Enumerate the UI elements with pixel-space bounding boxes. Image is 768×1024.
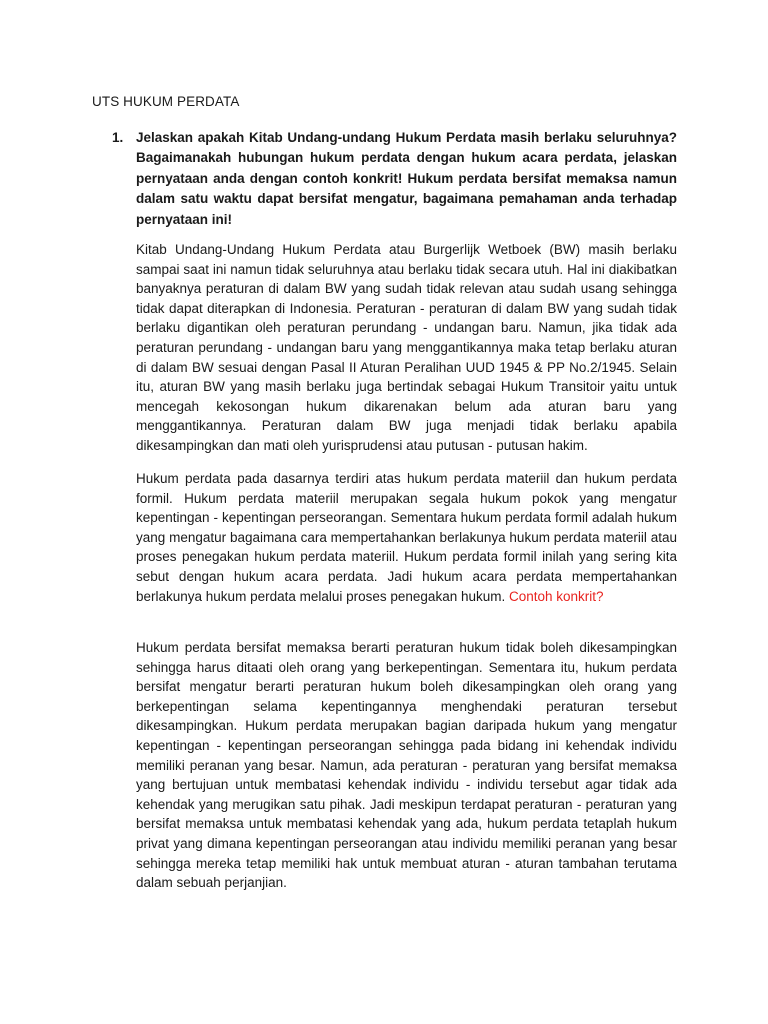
answer-paragraph-2 xyxy=(136,469,677,606)
answer-paragraph-2-text: Hukum perdata pada dasarnya terdiri atas hukum perdata materiil dan hukum perdata formil. Hukum perdata materiil merupakan segala hukum pokok yang mengatur kepentingan - kepentingan perseorangan. Sementara hukum perdata formil adalah hukum yang mengatur bagaimana cara mempertahankan berlakunya hukum perdata materiil atau proses penegakan hukum perdata materiil. Hukum perdata formil inilah yang sering kita sebut dengan hukum acara perdata. Jadi hukum acara perdata mempertahankan berlakunya hukum perdata melalui proses penegakan hukum. xyxy=(136,471,677,604)
question-number: 1. xyxy=(112,130,124,145)
answer-paragraph-1: Kitab Undang-Undang Hukum Perdata atau Burgerlijk Wetboek (BW) masih berlaku sampai saat ini namun tidak seluruhnya atau berlaku tidak secara utuh. Hal ini diakibatkan banyaknya peraturan di dalam BW yang sudah tidak relevan atau sudah usang sehingga tidak dapat diterapkan di Indonesia. Peraturan - peraturan di dalam BW yang sudah tidak berlaku digantikan oleh peraturan perundang - undangan baru. Namun, jika tidak ada peraturan perundang - undangan baru yang menggantikannya maka tetap berlaku aturan di dalam BW sesuai dengan Pasal II Aturan Peralihan UUD 1945 & PP No.2/1945. Selain itu, aturan BW yang masih berlaku juga bertindak sebagai Hukum Transitoir yaitu untuk mencegah kekosongan hukum dikarenakan belum ada aturan baru yang menggantikannya. Peraturan dalam BW juga menjadi tidak berlaku apabila dikesampingkan dan mati oleh yurisprudensi atau putusan - putusan hakim. xyxy=(136,242,677,453)
question-1 xyxy=(112,128,677,230)
question-text: Jelaskan apakah Kitab Undang-undang Hukum Perdata masih berlaku seluruhnya? Bagaimanakah hubungan hukum perdata dengan hukum acara perdata, jelaskan pernyataan anda dengan contoh konkrit! Hukum perdata bersifat memaksa namun dalam satu waktu dapat bersifat mengatur, bagaimana pemahaman anda terhadap pernyataan ini! xyxy=(136,130,677,227)
document-title: UTS HUKUM PERDATA xyxy=(92,94,240,109)
contoh-konkrit-note: Contoh konkrit? xyxy=(509,588,604,604)
answer-paragraph-3: Hukum perdata bersifat memaksa berarti peraturan hukum tidak boleh dikesampingkan sehingga harus ditaati oleh orang yang berkepentingan. Sementara itu, hukum perdata bersifat mengatur berarti peraturan hukum boleh dikesampingkan oleh orang yang berkepentingan selama kepentingannya menghendaki peraturan tersebut dikesampingkan. Hukum perdata merupakan bagian daripada hukum yang mengatur kepentingan - kepentingan perseorangan sehingga pada bidang ini kehendak individu memiliki peranan yang besar. Namun, ada peraturan - peraturan yang bersifat memaksa yang bertujuan untuk membatasi kehendak individu - individu tersebut agar tidak ada kehendak yang merugikan satu pihak. Jadi meskipun terdapat peraturan - peraturan yang bersifat memaksa untuk membatasi kehendak yang ada, hukum perdata tetaplah hukum privat yang dimana kepentingan perseorangan atau individu memiliki peranan yang besar sehingga mereka tetap memiliki hak untuk membuat aturan - aturan tambahan terutama dalam sebuah perjanjian. xyxy=(136,640,677,891)
